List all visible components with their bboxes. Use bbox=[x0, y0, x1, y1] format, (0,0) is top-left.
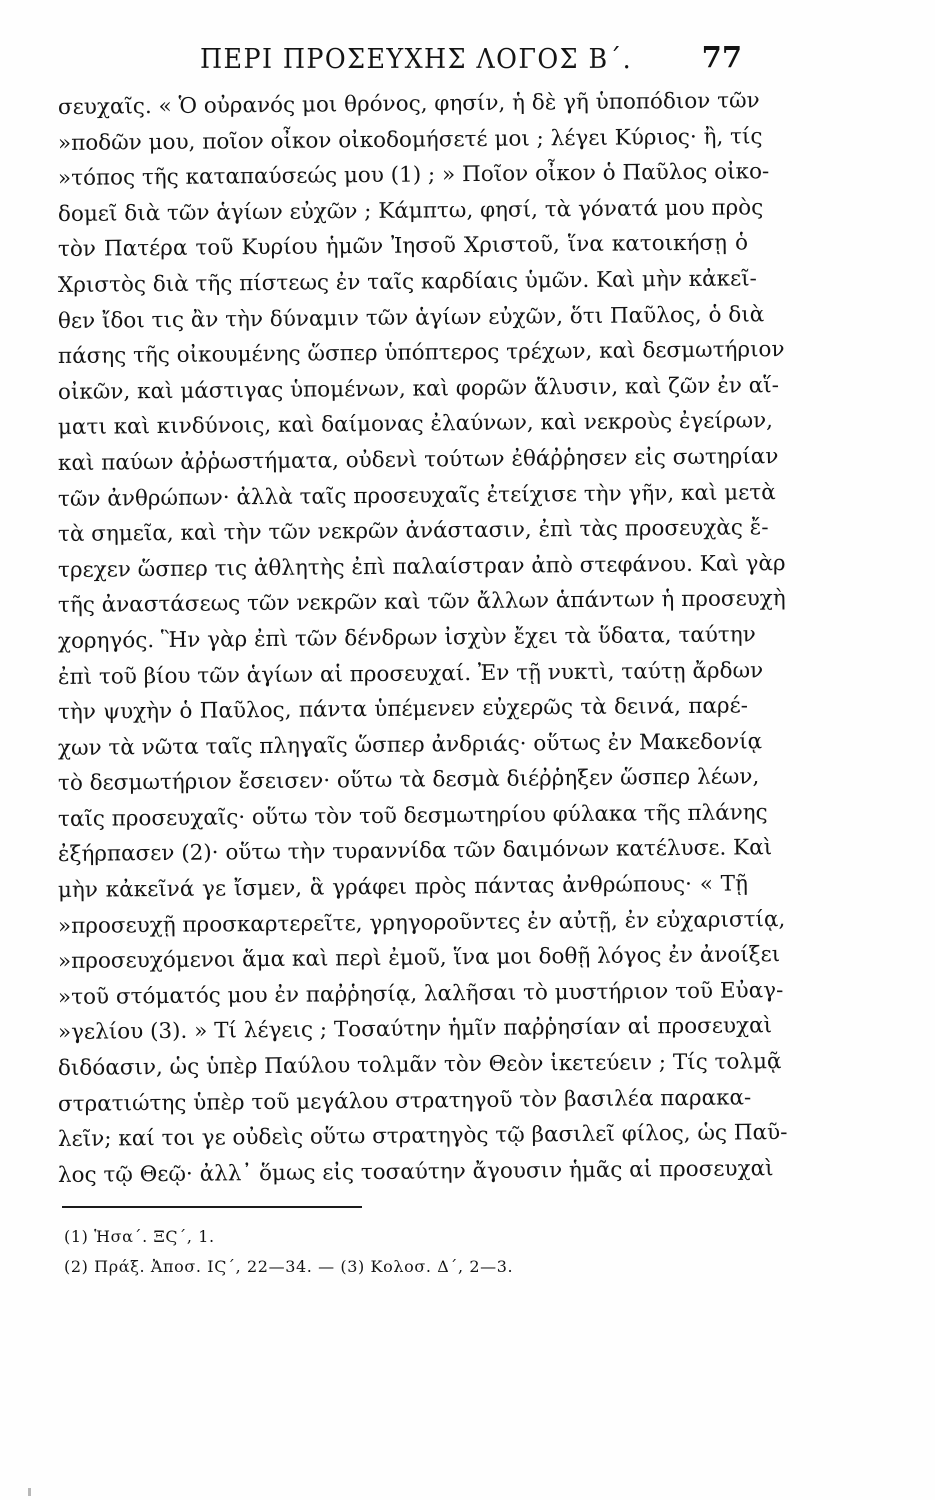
text-line-8: πάσης τῆς οἰκουμένης ὥσπερ ὑπόπτερος τρέχων, καὶ δεσμωτήριον bbox=[57, 337, 785, 370]
scan-speck bbox=[28, 1488, 31, 1496]
text-line-6: Χριστὸς διὰ τῆς πίστεως ἐν ταῖς καρδίαις ὑμῶν. Καὶ μὴν κἀκεῖ- bbox=[57, 266, 758, 298]
text-line-15: τῆς ἀναστάσεως τῶν νεκρῶν καὶ τῶν ἄλλων ἁπάντων ἡ προσευχὴ bbox=[57, 586, 786, 619]
text-line-9: οἰκῶν, καὶ μάστιγας ὑπομένων, καὶ φορῶν ἅλυσιν, καὶ ζῶν ἐν αἵ- bbox=[57, 372, 780, 405]
text-line-28: διδόασιν, ὡς ὑπὲρ Παύλου τολμᾶν τὸν Θεὸν ἱκετεύειν ; Τίς τολμᾷ bbox=[57, 1049, 782, 1082]
text-line-13: τὰ σημεῖα, καὶ τὴν τῶν νεκρῶν ἀνάστασιν, ἐπὶ τὰς προσευχὰς ἔ- bbox=[57, 515, 769, 548]
text-line-26: »τοῦ στόματός μου ἐν παῤῥησίᾳ, λαλῆσαι τὸ μυστήριον τοῦ Εὐαγ- bbox=[57, 977, 784, 1010]
text-line-10: ματι καὶ κινδύνοις, καὶ δαίμονας ἐλαύνων, καὶ νεκροὺς ἐγείρων, bbox=[57, 408, 774, 441]
text-line-16: χορηγός. Ἣν γὰρ ἐπὶ τῶν δένδρων ἰσχὺν ἔχει τὰ ὕδατα, ταύτην bbox=[57, 622, 756, 654]
running-title: ΠΕΡΙ ΠΡΟΣΕΥΧΗΣ ΛΟΓΟΣ Β΄. bbox=[200, 44, 633, 75]
text-line-27: »γελίου (3). » Τί λέγεις ; Τοσαύτην ἡμῖν παῤῥησίαν αἱ προσευχαὶ bbox=[57, 1013, 773, 1046]
text-line-24: »προσευχῇ προσκαρτερεῖτε, γρηγοροῦντες ἐν αὐτῇ, ἐν εὐχαριστίᾳ, bbox=[57, 906, 786, 939]
text-line-12: τῶν ἀνθρώπων· ἀλλὰ ταῖς προσευχαῖς ἐτείχισε τὴν γῆν, καὶ μετὰ bbox=[57, 479, 776, 512]
text-line-5: τὸν Πατέρα τοῦ Κυρίου ἡμῶν Ἰησοῦ Χριστοῦ, ἵνα κατοικήσῃ ὁ bbox=[57, 230, 749, 263]
text-line-3: »τόπος τῆς καταπαύσεώς μου (1) ; » Ποῖον οἶκον ὁ Παῦλος οἰκο- bbox=[57, 159, 770, 192]
text-line-1: σευχαῖς. « Ὁ οὐρανός μοι θρόνος, φησίν, ἡ δὲ γῆ ὑποπόδιον τῶν bbox=[57, 88, 760, 120]
page-number: 77 bbox=[701, 40, 742, 74]
text-line-14: τρεχεν ὥσπερ τις ἀθλητὴς ἐπὶ παλαίστραν ἀπὸ στεφάνου. Καὶ γὰρ bbox=[57, 550, 786, 583]
text-line-7: θεν ἴδοι τις ἂν τὴν δύναμιν τῶν ἁγίων εὐχῶν, ὅτι Παῦλος, ὁ διὰ bbox=[57, 301, 765, 334]
text-line-29: στρατιώτης ὑπὲρ τοῦ μεγάλου στρατηγοῦ τὸν βασιλέα παρακα- bbox=[57, 1084, 752, 1117]
text-line-22: ἐξήρπασεν (2)· οὕτω τὴν τυραννίδα τῶν δαιμόνων κατέλυσε. Καὶ bbox=[57, 835, 773, 868]
text-line-17: ἐπὶ τοῦ βίου τῶν ἁγίων αἱ προσευχαί. Ἐν τῇ νυκτὶ, ταύτῃ ἄρδων bbox=[57, 657, 764, 690]
text-line-4: δομεῖ διὰ τῶν ἁγίων εὐχῶν ; Κάμπτω, φησί, τὰ γόνατά μου πρὸς bbox=[57, 195, 764, 227]
page-header bbox=[60, 36, 750, 84]
text-line-2: »ποδῶν μου, ποῖον οἶκον οἰκοδομήσετέ μοι ; λέγει Κύριος· ἢ, τίς bbox=[57, 123, 763, 156]
footnote-divider bbox=[62, 1206, 362, 1208]
text-line-25: »προσευχόμενοι ἅμα καὶ περὶ ἐμοῦ, ἵνα μοι δοθῇ λόγος ἐν ἀνοίξει bbox=[57, 942, 781, 975]
body-text bbox=[57, 88, 788, 1193]
text-line-31: λος τῷ Θεῷ· ἀλλ᾽ ὅμως εἰς τοσαύτην ἄγουσιν ἡμᾶς αἱ προσευχαὶ bbox=[57, 1155, 774, 1188]
text-line-11: καὶ παύων ἀῤῥωστήματα, οὐδενὶ τούτων ἐθάῤῥησεν εἰς σωτηρίαν bbox=[57, 444, 779, 476]
footnote-2: (2) Πράξ. Ἀποσ. ΙϚ΄, 22—34. — (3) Κολοσ. Δ΄, 2—3. bbox=[64, 1257, 514, 1276]
text-line-20: τὸ δεσμωτήριον ἔσεισεν· οὕτω τὰ δεσμὰ διέῤῥηξεν ὥσπερ λέων, bbox=[57, 764, 760, 797]
text-line-23: μὴν κἀκεῖνά γε ἴσμεν, ἃ γράφει πρὸς πάντας ἀνθρώπους· « Τῇ bbox=[57, 871, 749, 904]
text-line-21: ταῖς προσευχαῖς· οὕτω τὸν τοῦ δεσμωτηρίου φύλακα τῆς πλάνης bbox=[57, 800, 768, 832]
text-line-19: χων τὰ νῶτα ταῖς πληγαῖς ὥσπερ ἀνδριάς· οὕτως ἐν Μακεδονίᾳ bbox=[57, 728, 763, 761]
text-line-18: τὴν ψυχὴν ὁ Παῦλος, πάντα ὑπέμενεν εὐχερῶς τὰ δεινά, παρέ- bbox=[57, 693, 749, 726]
text-line-30: λεῖν; καί τοι γε οὐδεὶς οὕτω στρατηγὸς τῷ βασιλεῖ φίλος, ὡς Παῦ- bbox=[57, 1120, 788, 1153]
footnotes bbox=[64, 1222, 664, 1282]
footnote-1: (1) Ἡσα΄. ΞϚ΄, 1. bbox=[64, 1227, 215, 1246]
